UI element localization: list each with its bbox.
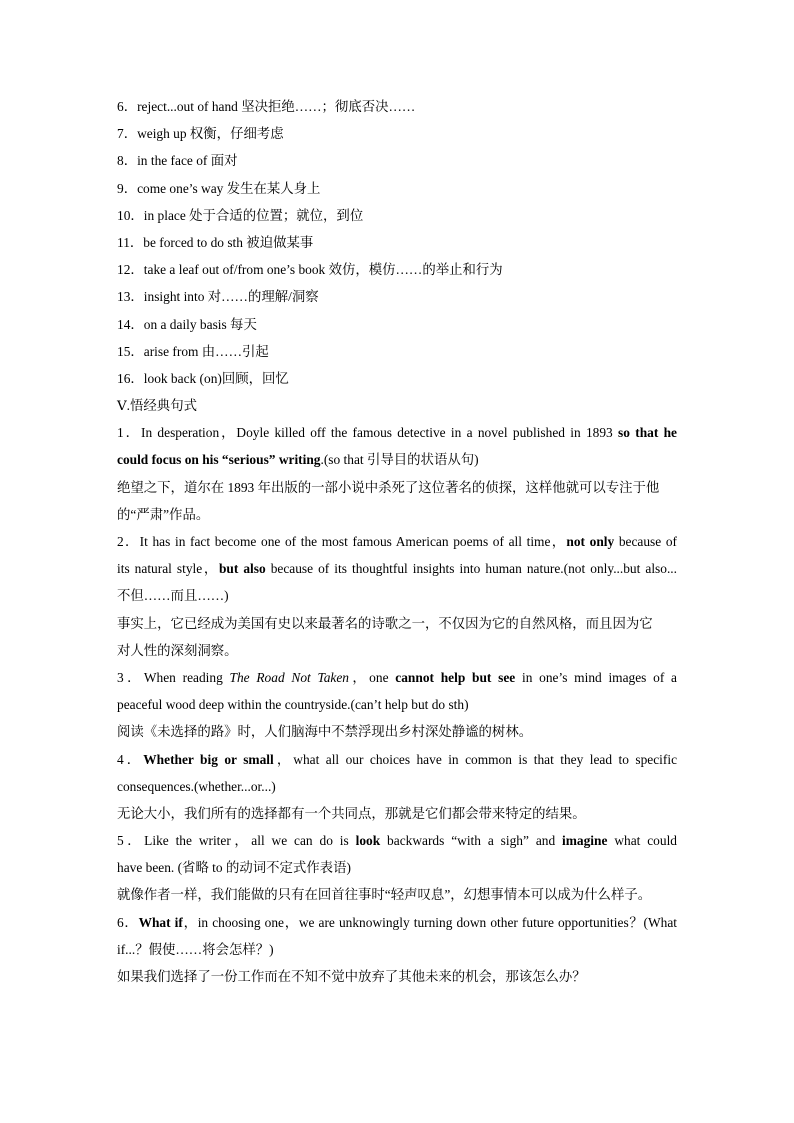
sentence-6-en-line-1: 6．What if，in choosing one，we are unknowingly turning down other future opportunities？(What: [117, 914, 677, 930]
phrase-item: 6．reject...out of hand 坚决拒绝……；彻底否决……: [117, 99, 416, 114]
sentence-5-zh-line-1: 就像作者一样，我们能做的只有在回首往事时“轻声叹息”，幻想事情本可以成为什么样子。: [117, 887, 652, 903]
sentence-1-zh-line-1: 绝望之下，道尔在 1893 年出版的一部小说中杀死了这位著名的侦探，这样他就可以专注于他: [117, 479, 660, 495]
sentence-4-en-line-1: 4．Whether big or small，what all our choices have in common is that they lead to specific: [117, 751, 678, 767]
phrase-item: 11．be forced to do sth 被迫做某事: [117, 234, 314, 250]
sentence-6-en-line-2: if...？假使……将会怎样？): [117, 941, 274, 957]
sentence-2-en-line-3: 不但……而且……): [117, 588, 229, 604]
sentence-3-en-line-2: peaceful wood deep within the countryside.(can’t help but do sth): [117, 697, 469, 713]
phrase-item: 12．take a leaf out of/from one’s book 效仿，模仿……的举止和行为: [117, 262, 503, 278]
sentence-1-zh-line-2: 的“严肃”作品。: [117, 506, 210, 522]
section-title: Ⅴ.悟经典句式: [117, 398, 197, 414]
sentence-4-zh-line-1: 无论大小，我们所有的选择都有一个共同点，那就是它们都会带来特定的结果。: [117, 805, 586, 821]
sentence-2-zh-line-1: 事实上，它已经成为美国有史以来最著名的诗歌之一，不仅因为它的自然风格，而且因为它: [117, 615, 653, 631]
phrase-item: 9．come one’s way 发生在某人身上: [117, 180, 321, 196]
sentence-2-en-line-1: 2．It has in fact become one of the most famous American poems of all time，not only because of: [117, 534, 678, 549]
phrase-item: 13．insight into 对……的理解/洞察: [117, 289, 319, 305]
phrase-item: 16．look back (on)回顾，回忆: [117, 370, 289, 386]
document-body: [117, 93, 677, 990]
sentence-6-zh-line-1: 如果我们选择了一份工作而在不知不觉中放弃了其他未来的机会，那该怎么办？: [117, 969, 586, 984]
sentence-1-en-line-1: 1．In desperation，Doyle killed off the famous detective in a novel published in 1893 so that he: [117, 425, 677, 441]
sentence-1-en-line-2: could focus on his “serious” writing.(so that 引导目的状语从句): [117, 452, 479, 468]
phrase-item: 14．on a daily basis 每天: [117, 316, 257, 332]
phrase-item: 10．in place 处于合适的位置；就位，到位: [117, 207, 364, 223]
sentence-3-en-line-1: 3．When reading The Road Not Taken，one cannot help but see in one’s mind images of a: [117, 669, 677, 685]
phrase-item: 8．in the face of 面对: [117, 153, 238, 169]
sentence-3-zh-line-1: 阅读《未选择的路》时，人们脑海中不禁浮现出乡村深处静谧的树林。: [117, 724, 533, 740]
sentence-5-en-line-1: 5．Like the writer，all we can do is look backwards “with a sigh” and imagine what could: [117, 833, 677, 849]
phrase-item: 15．arise from 由……引起: [117, 343, 269, 359]
sentence-5-en-line-2: have been. (省略 to 的动词不定式作表语): [117, 860, 351, 876]
sentence-2-en-line-2: its natural style，but also because of its thoughtful insights into human nature.(not only...but also...: [117, 561, 677, 577]
sentence-2-zh-line-2: 对人性的深刻洞察。: [117, 642, 238, 658]
sentence-4-en-line-2: consequences.(whether...or...): [117, 778, 276, 794]
phrase-item: 7．weigh up 权衡，仔细考虑: [117, 126, 284, 142]
